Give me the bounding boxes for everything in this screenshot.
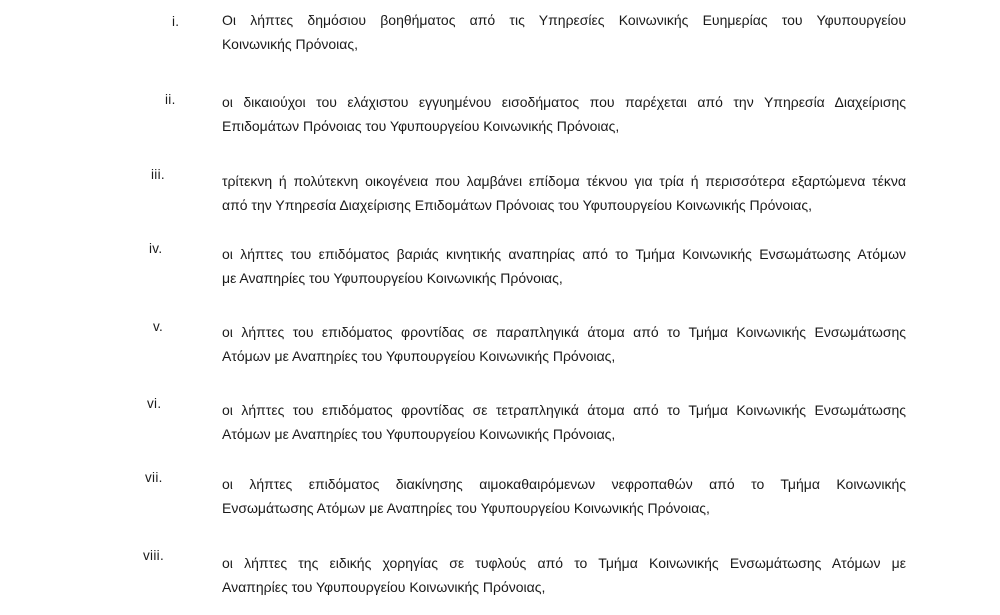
item-numeral: i. [172, 14, 180, 29]
item-text-line-1: οι λήπτες της ειδικής χορηγίας σε τυφλούς από το Τμήμα Κοινωνικής Ενσωμάτωσης Ατόμων με [222, 555, 906, 571]
item-text-line-1: Οι λήπτες δημόσιου βοηθήματος από τις Υπηρεσίες Κοινωνικής Ευημερίας του Υφυπουργείου [222, 12, 906, 28]
item-text-line-2: Ατόμων με Αναπηρίες του Υφυπουργείου Κοινωνικής Πρόνοιας, [222, 348, 616, 364]
item-numeral: vii. [145, 470, 163, 485]
item-text [222, 169, 906, 217]
item-numeral: ii. [165, 92, 176, 107]
item-text [222, 398, 906, 446]
item-text-line-2: Αναπηρίες του Υφυπουργείου Κοινωνικής Πρόνοιας, [222, 579, 546, 595]
item-text-line-1: οι λήπτες του επιδόματος φροντίδας σε τετραπληγικά άτομα από το Τμήμα Κοινωνικής Ενσωμάτωσης [222, 402, 906, 418]
item-text [222, 8, 906, 56]
item-text-line-2: με Αναπηρίες του Υφυπουργείου Κοινωνικής Πρόνοιας, [222, 270, 563, 286]
item-text [222, 90, 906, 138]
item-numeral: viii. [143, 548, 164, 563]
item-text [222, 472, 906, 520]
item-text-line-1: οι λήπτες του επιδόματος βαριάς κινητικής αναπηρίας από το Τμήμα Κοινωνικής Ενσωμάτωσης Ατόμων [222, 246, 906, 262]
item-numeral: iv. [149, 241, 163, 256]
item-text [222, 551, 906, 599]
item-numeral: vi. [147, 396, 162, 411]
item-text-line-2: από την Υπηρεσία Διαχείρισης Επιδομάτων Πρόνοιας του Υφυπουργείου Κοινωνικής Πρόνοιας, [222, 197, 812, 213]
item-text-line-1: τρίτεκνη ή πολύτεκνη οικογένεια που λαμβάνει επίδομα τέκνου για τρία ή περισσότερα εξαρτώμενα τέκνα [222, 173, 906, 189]
item-text-line-2: Ατόμων με Αναπηρίες του Υφυπουργείου Κοινωνικής Πρόνοιας, [222, 426, 616, 442]
item-numeral: v. [153, 319, 164, 334]
item-text [222, 320, 906, 368]
item-text-line-1: οι λήπτες του επιδόματος φροντίδας σε παραπληγικά άτομα από το Τμήμα Κοινωνικής Ενσωμάτωσης [222, 324, 906, 340]
item-text-line-2: Κοινωνικής Πρόνοιας, [222, 36, 359, 52]
item-text-line-2: Επιδομάτων Πρόνοιας του Υφυπουργείου Κοινωνικής Πρόνοιας, [222, 118, 620, 134]
item-numeral: iii. [151, 167, 165, 182]
item-text-line-1: οι δικαιούχοι του ελάχιστου εγγυημένου εισοδήματος που παρέχεται από την Υπηρεσία Διαχείρισης [222, 94, 906, 110]
item-text-line-2: Ενσωμάτωσης Ατόμων με Αναπηρίες του Υφυπουργείου Κοινωνικής Πρόνοιας, [222, 500, 710, 516]
item-text [222, 242, 906, 290]
item-text-line-1: οι λήπτες επιδόματος διακίνησης αιμοκαθαιρόμενων νεφροπαθών από το Τμήμα Κοινωνικής [222, 476, 906, 492]
